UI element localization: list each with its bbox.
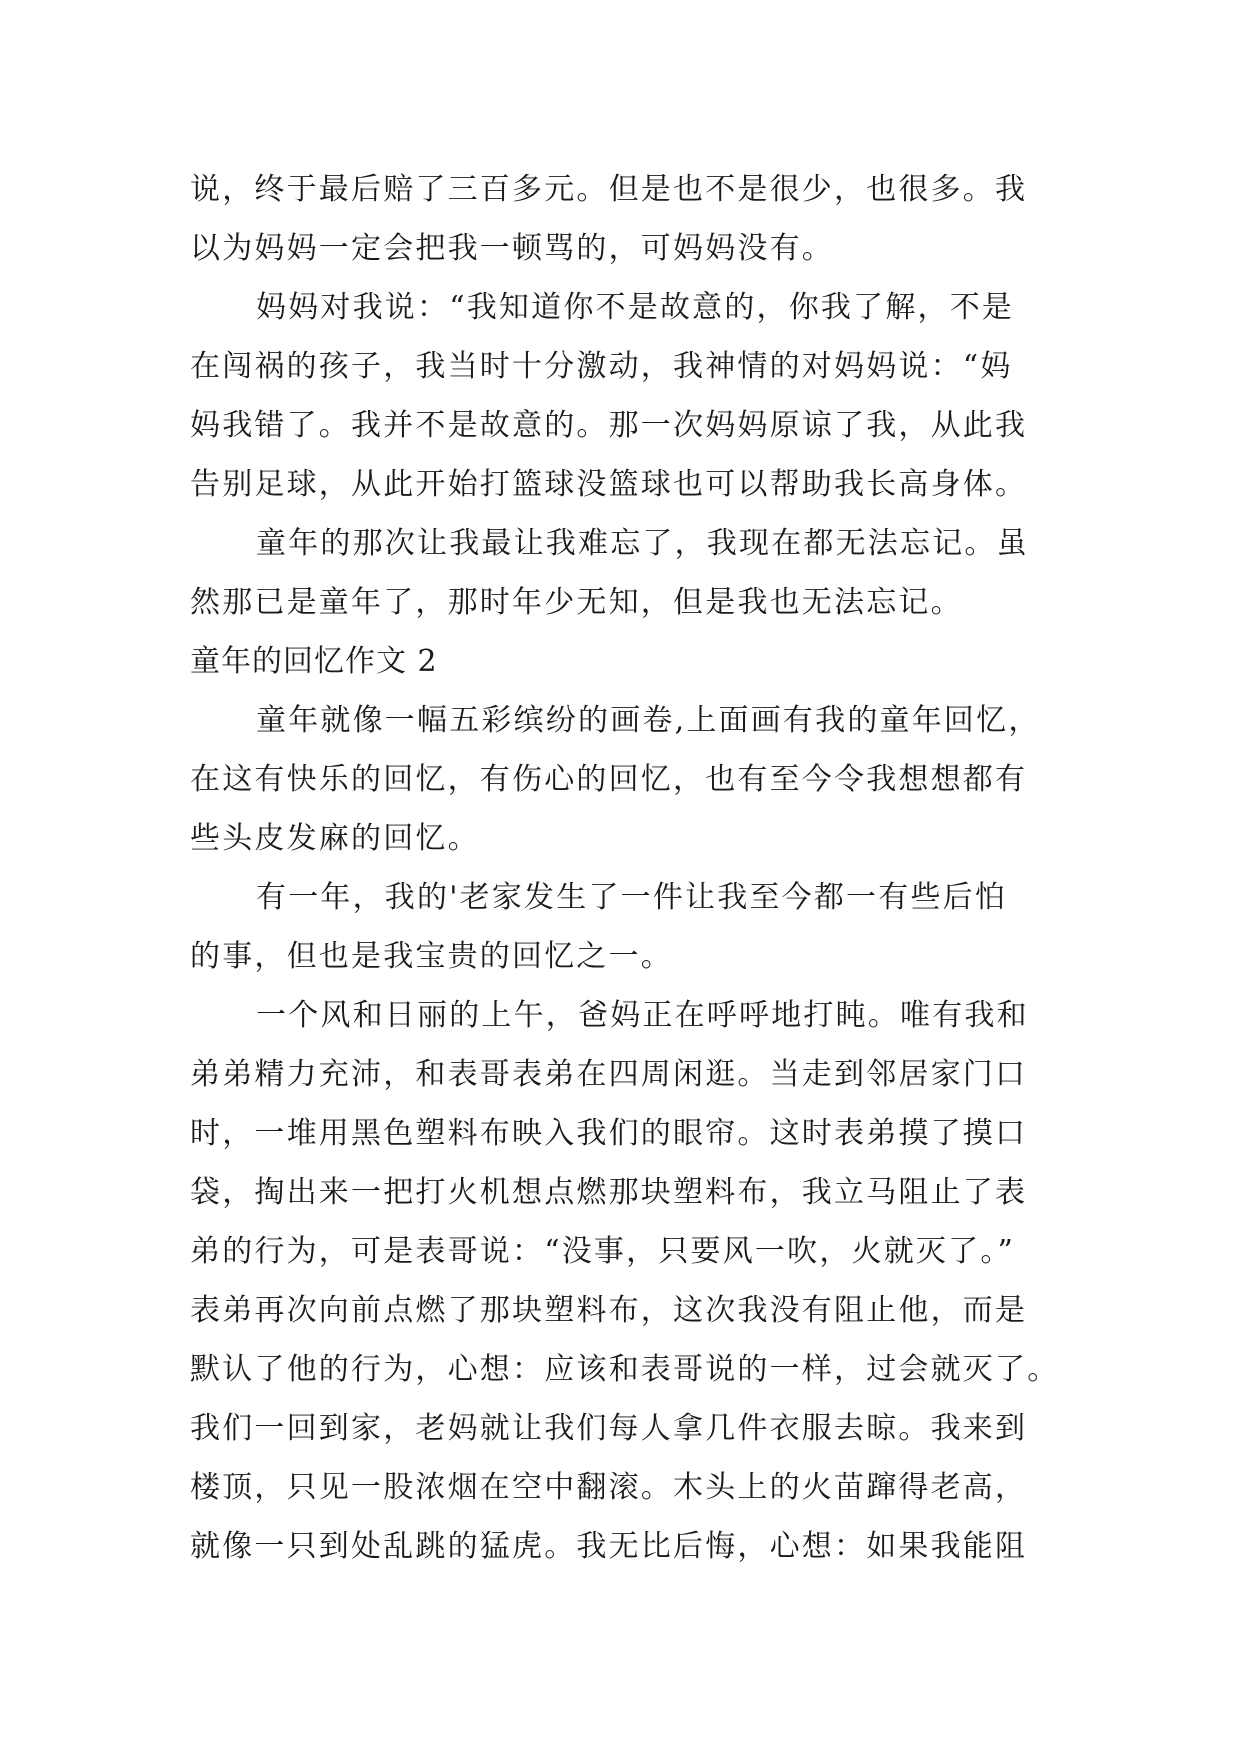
text-line: 我们一回到家，老妈就让我们每人拿几件衣服去晾。我来到 [190,1411,1028,1446]
text-line: 童年的那次让我最让我难忘了，我现在都无法忘记。虽 [256,526,1029,561]
text-line: 时，一堆用黑色塑料布映入我们的眼帘。这时表弟摸了摸口 [190,1116,1028,1151]
text-line: 弟的行为，可是表哥说：“没事，只要风一吹，火就灭了。” [190,1234,1016,1269]
text-line: 弟弟精力充沛，和表哥表弟在四周闲逛。当走到邻居家门口 [190,1057,1028,1092]
text-line: 袋，掏出来一把打火机想点燃那块塑料布，我立马阻止了表 [190,1175,1028,1210]
text-line: 一个风和日丽的上午，爸妈正在呼呼地打盹。唯有我和 [256,998,1029,1033]
text-line: 童年就像一幅五彩缤纷的画卷,上面画有我的童年回忆， [256,703,1041,738]
text-line: 告别足球，从此开始打篮球没篮球也可以帮助我长高身体。 [190,467,1028,502]
text-line: 妈妈对我说：“我知道你不是故意的，你我了解，不是 [256,290,1015,325]
text-line: 表弟再次向前点燃了那块塑料布，这次我没有阻止他，而是 [190,1293,1028,1328]
section-heading: 童年的回忆作文 2 [190,644,438,679]
text-line: 有一年，我的'老家发生了一件让我至今都一有些后怕 [256,880,1008,915]
text-line: 妈我错了。我并不是故意的。那一次妈妈原谅了我，从此我 [190,408,1028,443]
text-line: 说，终于最后赔了三百多元。但是也不是很少，也很多。我 [190,172,1028,207]
text-line: 些头皮发麻的回忆。 [190,821,480,856]
text-line: 的事，但也是我宝贵的回忆之一。 [190,939,673,974]
text-line: 在闯祸的孩子，我当时十分激动，我神情的对妈妈说：“妈 [190,349,1013,384]
text-line: 就像一只到处乱跳的猛虎。我无比后悔，心想：如果我能阻 [190,1529,1028,1564]
document-body [190,160,1060,1576]
text-line: 然那已是童年了，那时年少无知，但是我也无法忘记。 [190,585,963,620]
text-line: 在这有快乐的回忆，有伤心的回忆，也有至今令我想想都有 [190,762,1028,797]
text-line: 楼顶，只见一股浓烟在空中翻滚。木头上的火苗蹿得老高， [190,1470,1028,1505]
text-line: 默认了他的行为，心想：应该和表哥说的一样，过会就灭了。 [190,1352,1060,1387]
text-line: 以为妈妈一定会把我一顿骂的，可妈妈没有。 [190,231,834,266]
